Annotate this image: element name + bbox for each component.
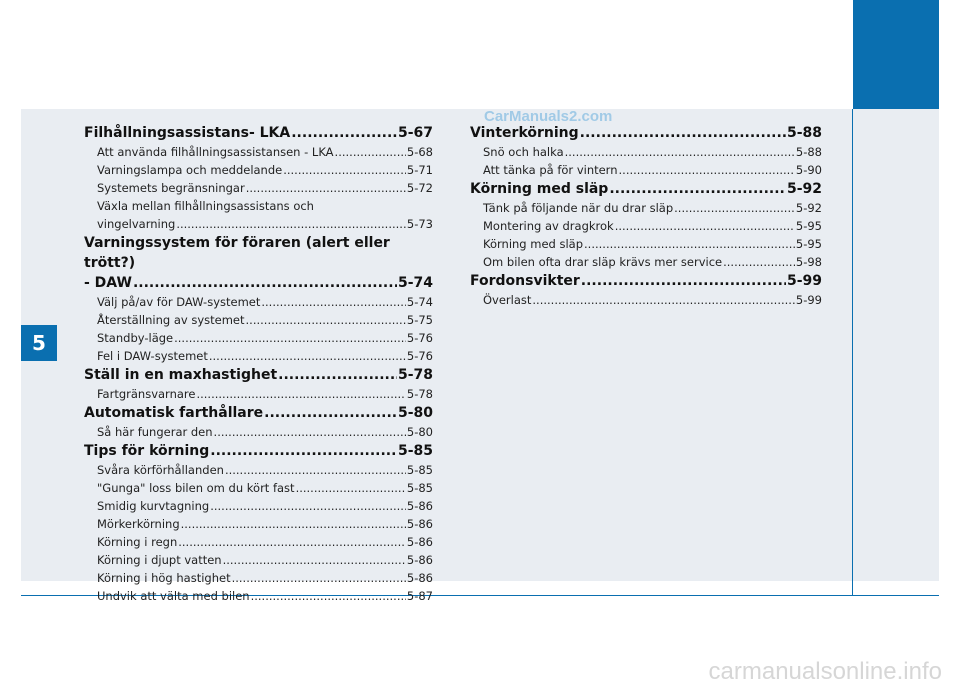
dot-leader [565,143,795,161]
toc-page-number: 5-76 [406,349,433,363]
toc-subentry[interactable] [84,515,433,533]
toc-entry-label: "Gunga" loss bilen om du kört fast [97,481,295,495]
dot-leader [209,347,406,365]
dot-leader [609,179,786,199]
toc-page-number: 5-85 [406,481,433,495]
toc-entry-label: Körning i djupt vatten [97,553,222,567]
toc-subentry[interactable] [84,161,433,179]
toc-page-number: 5-99 [786,273,822,289]
toc-page-number: 5-88 [786,125,822,141]
toc-entry-label: Undvik att välta med bilen [97,589,250,603]
dot-leader [223,551,406,569]
toc-heading[interactable] [470,123,822,143]
watermark-bottom: carmanualsonline.info [708,658,942,685]
toc-page-number: 5-67 [397,125,433,141]
toc-page-number: 5-86 [406,499,433,513]
toc-heading[interactable] [84,273,433,293]
toc-subentry[interactable] [84,461,433,479]
toc-subentry[interactable] [84,497,433,515]
toc-page-number: 5-68 [406,145,433,159]
dot-leader [196,385,405,403]
dot-leader [176,215,406,233]
toc-page-number: 5-92 [786,181,822,197]
toc-subentry[interactable] [470,161,822,179]
toc-page-number: 5-86 [406,553,433,567]
toc-entry-label: Om bilen ofta drar släp krävs mer service [483,255,723,269]
toc-subentry[interactable] [84,143,433,161]
toc-subentry[interactable] [84,479,433,497]
margin-divider-vertical [852,109,853,595]
toc-page-number: 5-73 [406,217,433,231]
chapter-number-badge: 5 [21,325,57,361]
chapter-tab [853,0,939,109]
dot-leader [210,441,397,461]
toc-entry-label: Systemets begränsningar [97,181,245,195]
toc-page-number: 5-80 [406,425,433,439]
toc-page-number: 5-80 [397,405,433,421]
toc-page-number: 5-74 [406,295,433,309]
toc-entry-label: Fel i DAW-systemet [97,349,208,363]
toc-page-number: 5-86 [406,517,433,531]
dot-leader [251,587,406,605]
toc-subentry[interactable] [470,199,822,217]
toc-subentry[interactable] [470,253,822,271]
toc-column-left [84,123,433,605]
dot-leader [584,235,795,253]
toc-page-number: 5-86 [406,535,433,549]
toc-entry-label: Återställning av systemet [97,313,245,327]
toc-entry-label: Överlast [483,293,532,307]
toc-subentry[interactable] [84,587,433,605]
toc-page-number: 5-85 [406,463,433,477]
toc-subentry[interactable] [84,385,433,403]
toc-entry-label: Filhållningsassistans- LKA [84,125,291,141]
toc-entry-label: Smidig kurvtagning [97,499,210,513]
toc-heading[interactable] [470,179,822,199]
dot-leader [278,365,397,385]
toc-heading[interactable] [84,365,433,385]
toc-entry-label: Fordonsvikter [470,273,580,289]
dot-leader [232,569,406,587]
dot-leader [246,179,406,197]
toc-entry-label: Ställ in en maxhastighet [84,367,278,383]
dot-leader [246,311,406,329]
dot-leader [581,271,786,291]
toc-entry-label: Mörkerkörning [97,517,180,531]
toc-subentry[interactable] [84,293,433,311]
toc-subentry[interactable] [84,179,433,197]
toc-subentry[interactable] [84,569,433,587]
toc-subentry[interactable] [470,217,822,235]
watermark-top: CarManuals2.com [484,108,613,125]
toc-column-right [470,123,822,309]
toc-entry-label: Körning med släp [470,181,609,197]
toc-page-number: 5-90 [795,163,822,177]
dot-leader [261,293,406,311]
toc-entry-label: Körning i regn [97,535,178,549]
toc-entry-label: Körning med släp [483,237,584,251]
dot-leader [210,497,406,515]
dot-leader [335,143,406,161]
toc-entry-label: Att använda filhållningsassistansen - LKA [97,145,334,159]
toc-page-number: 5-71 [406,163,433,177]
dot-leader [214,423,406,441]
toc-subentry[interactable] [84,329,433,347]
toc-entry-label: Standby-läge [97,331,174,345]
toc-heading[interactable] [84,403,433,423]
dot-leader [674,199,795,217]
toc-entry-label: vingelvarning [97,217,176,231]
toc-entry-label: Körning i hög hastighet [97,571,231,585]
dot-leader [532,291,794,309]
toc-heading-line[interactable]: Varningssystem för föraren (alert eller trött?) [84,235,390,271]
toc-entry-label: Tips för körning [84,443,210,459]
toc-subentry-line[interactable]: Växla mellan filhållningsassistans och [97,199,314,213]
toc-page-number: 5-85 [397,443,433,459]
toc-page-number: 5-74 [397,275,433,291]
toc-entry-label: Automatisk farthållare [84,405,264,421]
toc-entry-label: Så här fungerar den [97,425,213,439]
toc-entry-label: Tänk på följande när du drar släp [483,201,674,215]
dot-leader [283,161,406,179]
dot-leader [615,217,795,235]
toc-entry-label: Montering av dragkrok [483,219,614,233]
toc-page-number: 5-98 [795,255,822,269]
toc-page-number: 5-78 [397,367,433,383]
toc-page-number: 5-76 [406,331,433,345]
toc-page-number: 5-75 [406,313,433,327]
toc-entry-label: Vinterkörning [470,125,579,141]
toc-entry-label: Varningslampa och meddelande [97,163,283,177]
dot-leader [264,403,397,423]
toc-entry-label: Fartgränsvarnare [97,387,196,401]
toc-page-number: 5-88 [795,145,822,159]
dot-leader [178,533,406,551]
toc-subentry[interactable] [84,215,433,233]
dot-leader [225,461,406,479]
dot-leader [181,515,406,533]
toc-subentry[interactable] [84,533,433,551]
toc-page-number: 5-99 [795,293,822,307]
toc-subentry[interactable] [470,235,822,253]
toc-page-number: 5-92 [795,201,822,215]
toc-subentry[interactable] [470,143,822,161]
toc-page-number: 5-86 [406,571,433,585]
dot-leader [580,123,786,143]
dot-leader [296,479,406,497]
dot-leader [619,161,795,179]
toc-subentry[interactable] [84,311,433,329]
toc-heading[interactable] [84,441,433,461]
toc-heading[interactable] [470,271,822,291]
toc-subentry[interactable] [84,423,433,441]
toc-subentry[interactable] [470,291,822,309]
dot-leader [723,253,795,271]
toc-heading[interactable] [84,123,433,143]
toc-subentry[interactable] [84,551,433,569]
dot-leader [174,329,406,347]
toc-page-number: 5-87 [406,589,433,603]
toc-page-number: 5-78 [406,387,433,401]
dot-leader [291,123,397,143]
dot-leader [133,273,397,293]
toc-page-number: 5-72 [406,181,433,195]
toc-entry-label: - DAW [84,275,132,291]
toc-entry-label: Välj på/av för DAW-systemet [97,295,261,309]
toc-entry-label: Att tänka på för vintern [483,163,618,177]
toc-page-number: 5-95 [795,237,822,251]
toc-subentry[interactable] [84,347,433,365]
toc-entry-label: Snö och halka [483,145,564,159]
toc-entry-label: Svåra körförhållanden [97,463,224,477]
toc-page-number: 5-95 [795,219,822,233]
